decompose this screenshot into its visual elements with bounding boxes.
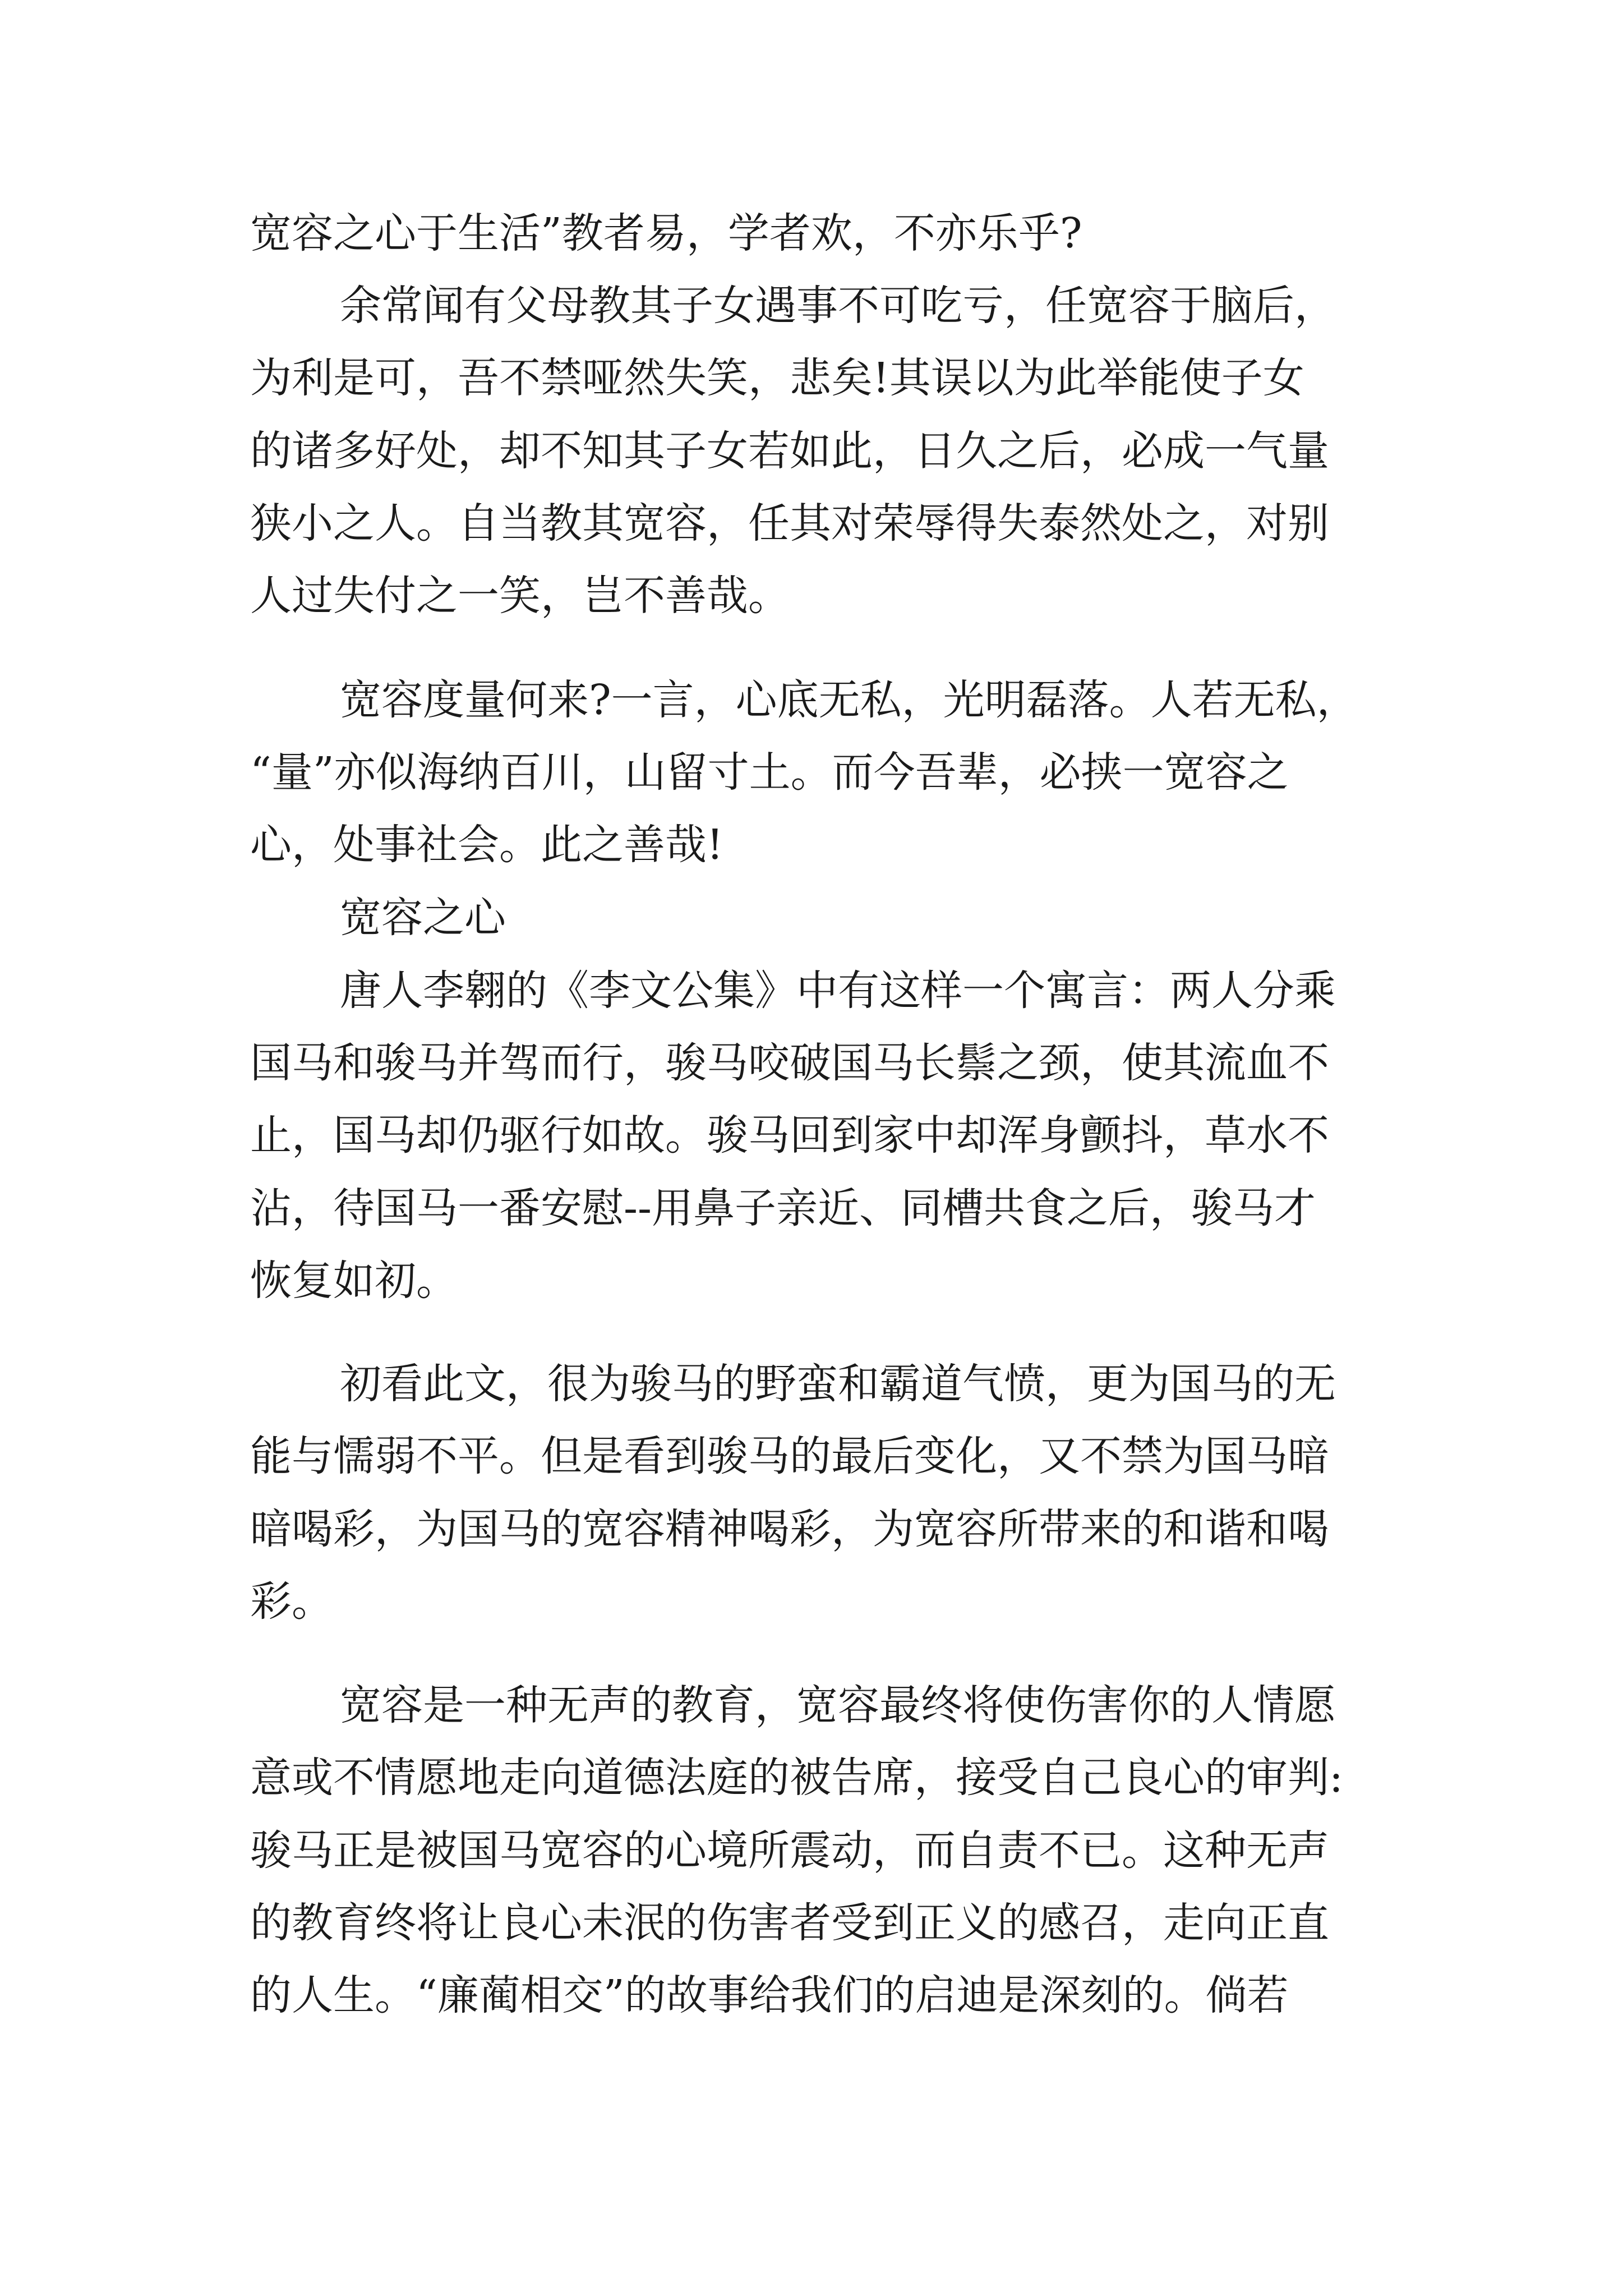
text-line: 恢复如初。 bbox=[250, 1257, 458, 1305]
text-line: 的教育终将让良心未泯的伤害者受到正义的感召，走向正直 bbox=[250, 1899, 1329, 1947]
paragraph-first-line: 宽容是一种无声的教育，宽容最终将使伤害你的人情愿 bbox=[340, 1681, 1336, 1729]
text-line: 国马和骏马并驾而行，骏马咬破国马长鬃之颈，使其流血不 bbox=[250, 1039, 1329, 1087]
text-line: 骏马正是被国马宽容的心境所震动，而自责不已。这种无声 bbox=[250, 1826, 1329, 1875]
text-line: 意或不情愿地走向道德法庭的被告席，接受自己良心的审判: bbox=[250, 1754, 1343, 1802]
text-line: 狭小之人。自当教其宽容，任其对荣辱得失泰然处之，对别 bbox=[250, 499, 1329, 547]
text-line: 宽容之心于生活”教者易，学者欢，不亦乐乎? bbox=[250, 209, 1082, 257]
text-line: 能与懦弱不平。但是看到骏马的最后变化，又不禁为国马暗 bbox=[250, 1432, 1329, 1480]
text-line: 止，国马却仍驱行如故。骏马回到家中却浑身颤抖，草水不 bbox=[250, 1111, 1329, 1159]
section-title: 宽容之心 bbox=[340, 894, 506, 942]
paragraph-first-line: 唐人李翱的《李文公集》中有这样一个寓言：两人分乘 bbox=[340, 967, 1336, 1015]
text-line: 的人生。“廉蔺相交”的故事给我们的启迪是深刻的。倘若 bbox=[250, 1971, 1289, 2019]
text-line: 的诸多好处，却不知其子女若如此，日久之后，必成一气量 bbox=[250, 427, 1329, 475]
paragraph-first-line: 宽容度量何来?一言，心底无私，光明磊落。人若无私， bbox=[340, 676, 1358, 724]
paragraph-first-line: 初看此文，很为骏马的野蛮和霸道气愤，更为国马的无 bbox=[340, 1360, 1336, 1408]
text-line: 彩。 bbox=[250, 1577, 333, 1626]
text-line: 心，处事社会。此之善哉! bbox=[250, 821, 723, 869]
text-line: “量”亦似海纳百川，山留寸土。而今吾辈，必挟一宽容之 bbox=[250, 748, 1289, 797]
paragraph-first-line: 余常闻有父母教其子女遇事不可吃亏，任宽容于脑后， bbox=[340, 282, 1336, 330]
text-line: 人过失付之一笑，岂不善哉。 bbox=[250, 572, 790, 620]
text-line: 为利是可，吾不禁哑然失笑，悲矣!其误以为此举能使子女 bbox=[250, 354, 1304, 402]
text-line: 暗喝彩，为国马的宽容精神喝彩，为宽容所带来的和谐和喝 bbox=[250, 1505, 1329, 1553]
text-line: 沾，待国马一番安慰--用鼻子亲近、同槽共食之后，骏马才 bbox=[250, 1184, 1316, 1232]
